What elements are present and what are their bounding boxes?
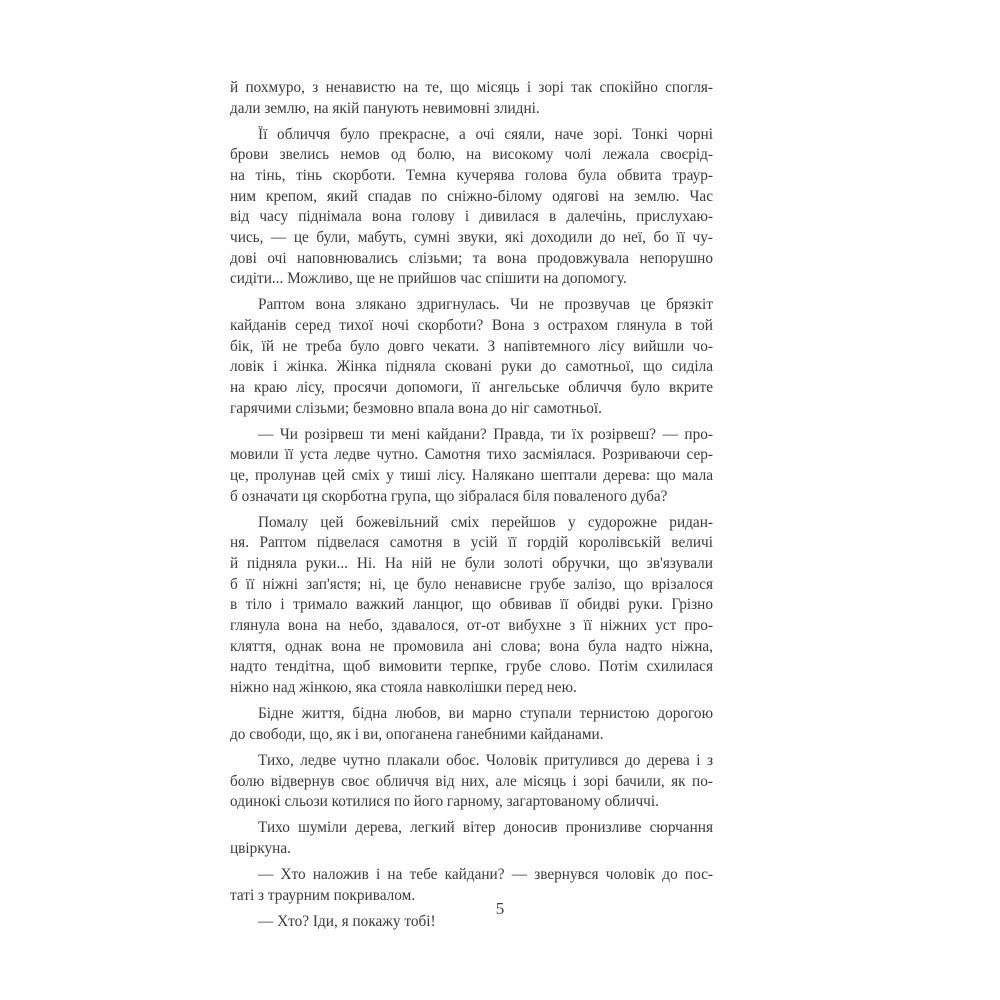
text-line: й підняла руки... Ні. На ній не були золоті обручки, що зв'язували <box>230 555 713 573</box>
text-line: таті з траурним покривалом. <box>230 886 416 904</box>
text-line: Бідне життя, бідна любов, ви марно ступали тернистою дорогою <box>258 705 713 723</box>
text-line: кляття, однак вона не промовила ані слова; вона була надто ніжна, <box>230 637 713 655</box>
text-line: б її ніжні зап'ястя; ні, це було ненависне грубе залізо, що врізалося <box>230 575 713 593</box>
text-line: від часу піднімала вона голову і дивилася в далечінь, прислухаю- <box>230 208 713 226</box>
paragraph <box>230 751 713 813</box>
text-line: мовили її уста ледве чутно. Самотня тихо засміялася. Розриваючи сер- <box>230 446 713 464</box>
paragraph <box>230 513 713 699</box>
text-line: кайданів серед тихої ночі скорботи? Вона з острахом глянула в той <box>230 317 713 335</box>
text-line: брови звелись немов од болю, на високому чолі лежала своєрід- <box>230 146 713 164</box>
paragraph <box>230 818 713 859</box>
text-line: в тіло і тримало важкий ланцюг, що обвивав її обидві руки. Грізно <box>230 596 713 614</box>
text-line: — Хто? Іди, я покажу тобі! <box>258 912 436 930</box>
text-line: Її обличчя було прекрасне, а очі сяяли, наче зорі. Тонкі чорні <box>258 125 713 143</box>
paragraph <box>230 125 713 290</box>
text-line: Раптом вона злякано здригнулась. Чи не прозвучав це брязкіт <box>258 296 713 314</box>
body-text <box>230 78 713 938</box>
text-line: ніжно над жінкою, яка стояла навколішки перед нею. <box>230 678 577 696</box>
text-line: глянула вона на небо, здавалося, от-от вибухне з її ніжних уст про- <box>230 617 713 635</box>
text-line: бік, їй не треба було довго чекати. З напівтемного лісу вийшли чо- <box>230 337 713 355</box>
text-line: ловік і жінка. Жінка підняла сковані руки до самотньої, що сиділа <box>230 358 713 376</box>
text-line: Тихо шуміли дерева, легкий вітер доносив пронизливе сюрчання <box>258 819 713 837</box>
text-line: — Чи розірвеш ти мені кайдани? Правда, ти їх розірвеш? — про- <box>258 425 713 443</box>
text-line: сидіти... Можливо, ще не прийшов час спішити на допомогу. <box>230 270 627 288</box>
text-line: болю відвернув своє обличчя від них, але місяць і зорі бачили, як по- <box>230 772 713 790</box>
text-line: ним крепом, який спадав по сніжно-білому одягові на землю. Час <box>230 187 713 205</box>
text-line: — Хто наложив і на тебе кайдани? — звернувся чоловік до пос- <box>258 866 713 884</box>
text-line: надто тендітна, щоб вимовити терпке, грубе слово. Потім схилилася <box>230 658 713 676</box>
text-line: цвіркуна. <box>230 839 291 857</box>
page-number: 5 <box>495 899 505 918</box>
text-line: це, пролунав цей сміх у тиші лісу. Налякано шептали дерева: що мала <box>230 467 713 485</box>
text-line: одинокі сльози котилися по його гарному, загартованому обличчі. <box>230 793 659 811</box>
paragraph <box>230 425 713 508</box>
paragraph <box>230 704 713 745</box>
text-line: ня. Раптом підвелася самотня в усій її гордій королівській величі <box>230 534 713 552</box>
text-line: чись, — це були, мабуть, сумні звуки, які доходили до неї, бо її чу- <box>230 228 713 246</box>
paragraph <box>230 78 713 119</box>
text-line: гарячими слізьми; безмовно впала вона до ніг самотньої. <box>230 399 602 417</box>
text-line: на краю лісу, просячи допомоги, її ангельське обличчя було вкрите <box>230 378 713 396</box>
text-line: Тихо, ледве чутно плакали обоє. Чоловік притулився до дерева і з <box>258 751 713 769</box>
text-line: й похмуро, з ненавистю на те, що місяць і зорі так спокійно спогля- <box>230 79 713 96</box>
text-line: до свободи, що, як і ви, опоганена ганебними кайданами. <box>230 725 604 743</box>
text-line: б означати ця скорботна група, що зібралася біля поваленого дуба? <box>230 487 668 505</box>
paragraph <box>230 295 713 419</box>
text-line: дали землю, на якій панують невимовні злидні. <box>230 99 540 117</box>
text-line: дові очі наповнювались слізьми; та вона продовжувала непорушно <box>230 249 713 267</box>
text-line: Помалу цей божевільний сміх перейшов у судорожне ридан- <box>258 513 713 531</box>
text-line: на тінь, тінь скорботи. Темна кучерява голова була обвита траур- <box>230 167 713 185</box>
